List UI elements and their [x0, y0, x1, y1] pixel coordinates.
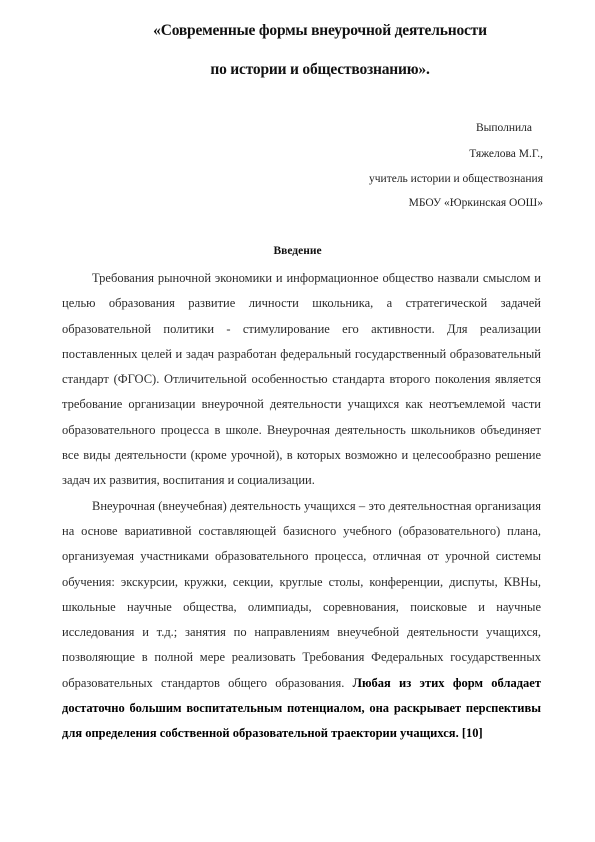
author-name: Тяжелова М.Г., — [469, 148, 543, 160]
section-heading: Введение — [273, 245, 322, 257]
document-title-line-2: по истории и обществознанию». — [210, 61, 430, 78]
paragraph-2-main: Внеурочная (внеучебная) деятельность учащихся – это деятельностная организация на основе вариативной составляющей базисного учебного (образовательного) плана, организуемая участниками образовательного процесса, отличная от урочной системы обучения: экскурсии, кружки, секции, круглые столы, конференции, диспуты, КВНы, школьные научные общества, олимпиады, соревнования, поисковые и научные исследования и т.д.; занятия по направлениям внеучебной деятельности учащихся, позволяющие в полной мере реализовать Требования Федеральных государственных образовательных стандартов общего образования. — [62, 498, 541, 690]
author-school: МБОУ «Юркинская ООШ» — [408, 197, 543, 209]
paragraph-2-emphasis: Любая из этих форм обладает достаточно большим воспитательным потенциалом, она раскрывает перспективы для определения собственной образовательной траектории учащихся. [10] — [62, 675, 541, 741]
document-title-line-1: «Современные формы внеурочной деятельности — [153, 22, 487, 39]
author-role: Выполнила — [475, 122, 532, 134]
body-text — [62, 266, 541, 747]
author-position: учитель истории и обществознания — [369, 173, 543, 185]
paragraph-2 — [62, 494, 541, 747]
paragraph-1: Требования рыночной экономики и информационное общество назвали смыслом и целью образования развитие личности школьника, а стратегической задачей образовательной политики - стимулирование его активности. Для реализации поставленных целей и задач разработан федеральный государственный образовательный стандарт (ФГОС). Отличительной особенностью стандарта второго поколения является требование организации внеурочной деятельности учащихся как неотъемлемой части образовательного процесса в школе. Внеурочная деятельность школьников объединяет все виды деятельности (кроме урочной), в которых возможно и целесообразно решение задач их развития, воспитания и социализации. — [62, 271, 541, 488]
